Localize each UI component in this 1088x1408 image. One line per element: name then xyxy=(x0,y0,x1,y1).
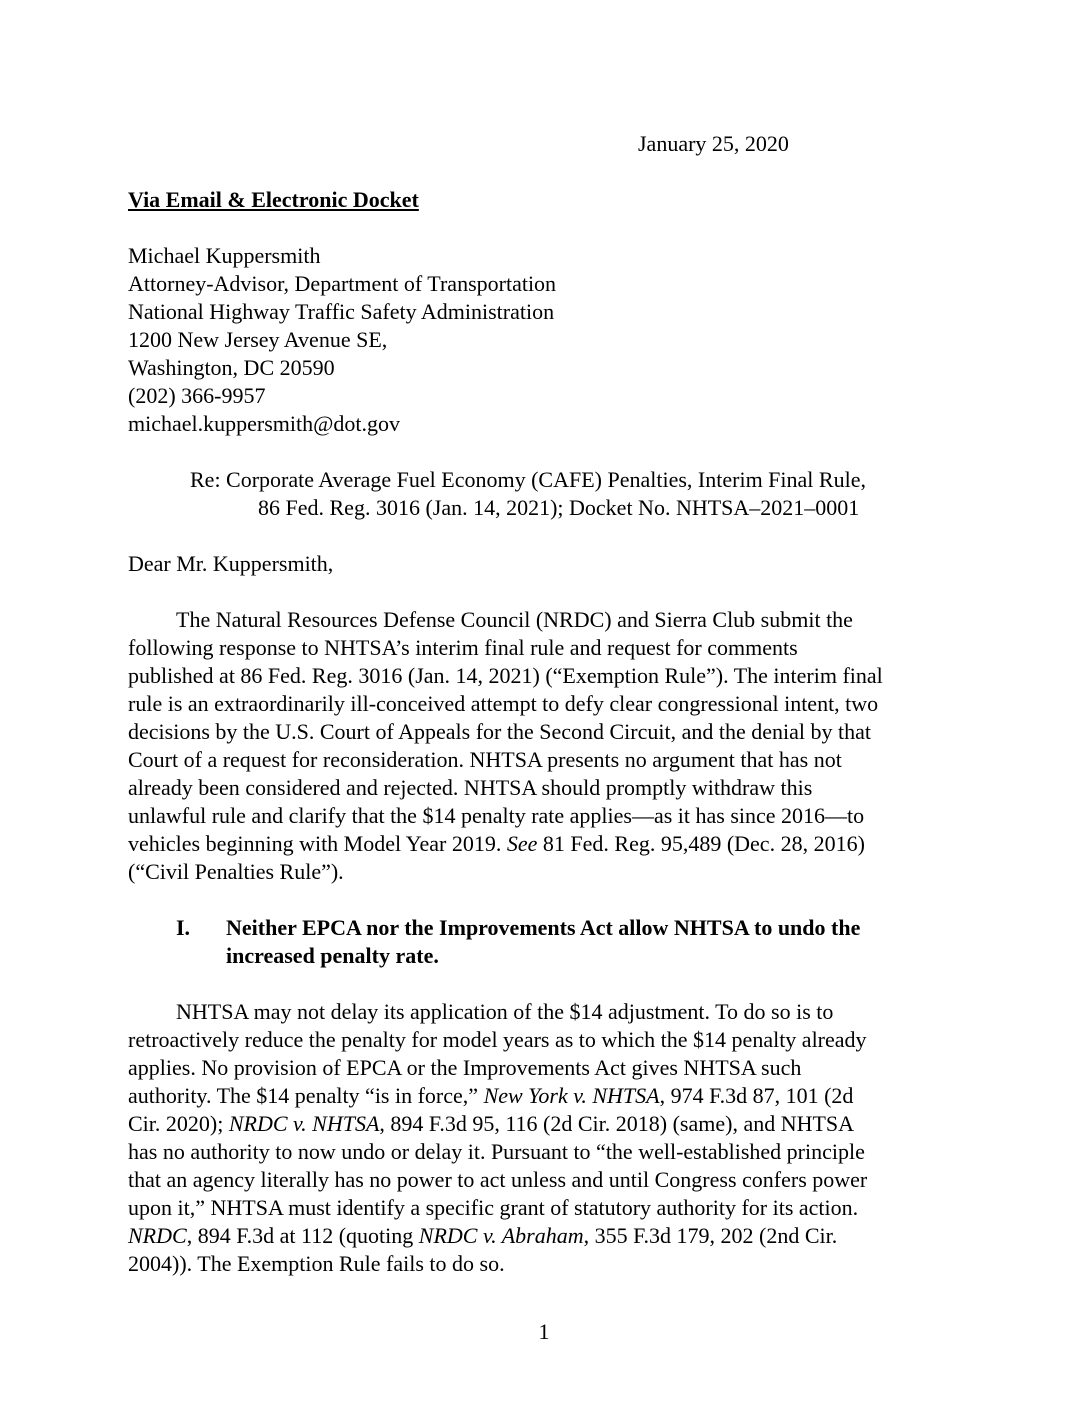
recipient-name: Michael Kuppersmith xyxy=(128,243,321,268)
recipient-city: Washington, DC 20590 xyxy=(128,355,335,380)
text-span: authority. The $14 penalty “is in force,” xyxy=(128,1083,479,1108)
text-line: rule is an extraordinarily ill-conceived attempt to defy clear congressional intent, two xyxy=(128,691,879,716)
text-line: 2004)). The Exemption Rule fails to do so. xyxy=(128,1251,505,1276)
text-span: 81 Fed. Reg. 95,489 (Dec. 28, 2016) xyxy=(542,831,865,856)
page-number: 1 xyxy=(538,1319,550,1344)
text-line: already been considered and rejected. NHTSA should promptly withdraw this xyxy=(128,775,813,800)
text-line xyxy=(128,1082,948,1110)
text-span: , 355 F.3d 179, 202 (2nd Cir. xyxy=(583,1223,838,1248)
text-line: following response to NHTSA’s interim final rule and request for comments xyxy=(128,635,798,660)
text-line: unlawful rule and clarify that the $14 penalty rate applies—as it has since 2016—to xyxy=(128,803,865,828)
text-line: Court of a request for reconsideration. NHTSA presents no argument that has not xyxy=(128,747,842,772)
paragraph-argument xyxy=(128,998,948,1278)
text-line: The Natural Resources Defense Council (NRDC) and Sierra Club submit the xyxy=(176,607,853,632)
delivery-method-heading: Via Email & Electronic Docket xyxy=(128,187,419,212)
text-line xyxy=(128,1110,948,1138)
section-title-line: Neither EPCA nor the Improvements Act allow NHTSA to undo the xyxy=(226,915,861,940)
text-line: (“Civil Penalties Rule”). xyxy=(128,859,344,884)
text-line: decisions by the U.S. Court of Appeals for the Second Circuit, and the denial by that xyxy=(128,719,871,744)
section-number: I. xyxy=(176,915,191,940)
recipient-agency: National Highway Traffic Safety Administration xyxy=(128,299,555,324)
salutation: Dear Mr. Kuppersmith, xyxy=(128,551,334,576)
text-line: published at 86 Fed. Reg. 3016 (Jan. 14, 2021) (“Exemption Rule”). The interim final xyxy=(128,663,883,688)
text-span: vehicles beginning with Model Year 2019. xyxy=(128,831,502,856)
paragraph-intro xyxy=(128,606,948,886)
case-citation: NRDC xyxy=(128,1223,187,1248)
letter-date: January 25, 2020 xyxy=(638,131,789,156)
section-title xyxy=(226,914,860,970)
text-line xyxy=(128,1222,948,1250)
case-citation: NRDC v. NHTSA xyxy=(228,1111,380,1136)
text-span: , 894 F.3d 95, 116 (2d Cir. 2018) (same), and NHTSA xyxy=(379,1111,855,1136)
text-line: has no authority to now undo or delay it. Pursuant to “the well-established principle xyxy=(128,1139,865,1164)
section-title-line: increased penalty rate. xyxy=(226,943,439,968)
recipient-title: Attorney-Advisor, Department of Transportation xyxy=(128,271,557,296)
text-line: upon it,” NHTSA must identify a specific grant of statutory authority for its action. xyxy=(128,1195,859,1220)
subject-line xyxy=(190,466,866,522)
text-line: NHTSA may not delay its application of the $14 adjustment. To do so is to xyxy=(176,999,834,1024)
text-line: applies. No provision of EPCA or the Improvements Act gives NHTSA such xyxy=(128,1055,802,1080)
text-span: Cir. 2020); xyxy=(128,1111,224,1136)
text-line: retroactively reduce the penalty for model years as to which the $14 penalty already xyxy=(128,1027,867,1052)
subject-line-1: Re: Corporate Average Fuel Economy (CAFE) Penalties, Interim Final Rule, xyxy=(190,467,866,492)
case-citation: NRDC v. Abraham xyxy=(418,1223,584,1248)
recipient-street: 1200 New Jersey Avenue SE, xyxy=(128,327,388,352)
case-citation: New York v. NHTSA xyxy=(483,1083,660,1108)
subject-line-2: 86 Fed. Reg. 3016 (Jan. 14, 2021); Docket No. NHTSA–2021–0001 xyxy=(258,495,860,520)
text-line: that an agency literally has no power to act unless and until Congress confers power xyxy=(128,1167,868,1192)
recipient-email: michael.kuppersmith@dot.gov xyxy=(128,411,400,436)
recipient-address xyxy=(128,242,556,438)
signal-see: See xyxy=(506,831,538,856)
text-span: , 974 F.3d 87, 101 (2d xyxy=(659,1083,854,1108)
recipient-phone: (202) 366-9957 xyxy=(128,383,266,408)
text-line xyxy=(128,830,948,858)
text-span: , 894 F.3d at 112 (quoting xyxy=(186,1223,414,1248)
